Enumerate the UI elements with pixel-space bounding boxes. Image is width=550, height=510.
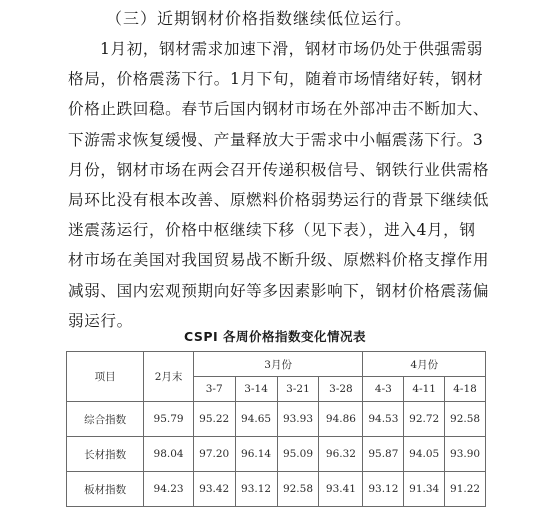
header-week: 3-28 — [319, 377, 363, 402]
table-cell: 98.04 — [144, 437, 193, 472]
header-item: 项目 — [67, 352, 144, 402]
header-week: 4-11 — [404, 377, 445, 402]
table-cell: 91.22 — [445, 472, 486, 507]
table-row — [67, 437, 486, 472]
table-cell: 94.05 — [404, 437, 445, 472]
table-title: CSPI 各周价格指数变化情况表 — [183, 329, 367, 344]
paragraph-line: 下游需求恢复缓慢、产量释放大于需求中小幅震荡下行。3 — [68, 130, 484, 149]
table-cell: 97.20 — [193, 437, 235, 472]
header-group-march: 3月份 — [193, 352, 363, 377]
table-cell: 94.86 — [319, 402, 363, 437]
paragraph-line: 1月初，钢材需求加速下滑，钢材市场仍处于供强需弱 — [100, 40, 483, 58]
body-paragraph — [68, 34, 490, 336]
header-row-group — [67, 352, 486, 377]
table-cell: 94.23 — [144, 472, 193, 507]
section-heading: （三）近期钢材价格指数继续低位运行。 — [106, 9, 413, 28]
header-week: 4-3 — [363, 377, 404, 402]
table-cell: 92.58 — [277, 472, 319, 507]
paragraph-line: 减弱、国内宏观预期向好等多因素影响下，钢材价格震荡偏 — [68, 281, 490, 300]
header-week: 4-18 — [445, 377, 486, 402]
row-label: 板材指数 — [67, 472, 144, 507]
paragraph-line: 迷震荡运行，价格中枢继续下移（见下表），进入4月，钢 — [68, 221, 476, 240]
table-row — [67, 472, 486, 507]
paragraph-line: 弱运行。 — [68, 311, 133, 330]
table-cell: 95.79 — [144, 402, 193, 437]
table-cell: 93.41 — [319, 472, 363, 507]
table-cell: 93.12 — [363, 472, 404, 507]
table-cell: 93.93 — [277, 402, 319, 437]
table-row — [67, 402, 486, 437]
header-group-april: 4月份 — [363, 352, 486, 377]
table-cell: 92.72 — [404, 402, 445, 437]
header-feb-end: 2月末 — [144, 352, 193, 402]
table-cell: 94.65 — [235, 402, 277, 437]
table-cell: 96.14 — [235, 437, 277, 472]
paragraph-line: 格局，价格震荡下行。1月下旬，随着市场情绪好转，钢材 — [68, 70, 484, 89]
row-label: 综合指数 — [67, 402, 144, 437]
row-label: 长材指数 — [67, 437, 144, 472]
paragraph-line: 价格止跌回稳。春节后国内钢材市场在外部冲击不断加大、 — [68, 100, 490, 119]
table-cell: 94.53 — [363, 402, 404, 437]
header-week: 3-7 — [193, 377, 235, 402]
table-cell: 95.22 — [193, 402, 235, 437]
paragraph-line: 局环比没有根本改善、原燃料价格弱势运行的背景下继续低 — [68, 190, 490, 209]
header-week: 3-21 — [277, 377, 319, 402]
table-cell: 95.87 — [363, 437, 404, 472]
table-cell: 93.90 — [445, 437, 486, 472]
table-cell: 96.32 — [319, 437, 363, 472]
table-cell: 91.34 — [404, 472, 445, 507]
table-cell: 93.12 — [235, 472, 277, 507]
paragraph-line: 月份，钢材市场在两会召开传递积极信号、钢铁行业供需格 — [68, 160, 490, 179]
price-index-table — [66, 351, 486, 507]
table-cell: 92.58 — [445, 402, 486, 437]
table-cell: 93.42 — [193, 472, 235, 507]
header-week: 3-14 — [235, 377, 277, 402]
paragraph-line: 材市场在美国对我国贸易战不断升级、原燃料价格支撑作用 — [68, 251, 490, 270]
table-cell: 95.09 — [277, 437, 319, 472]
